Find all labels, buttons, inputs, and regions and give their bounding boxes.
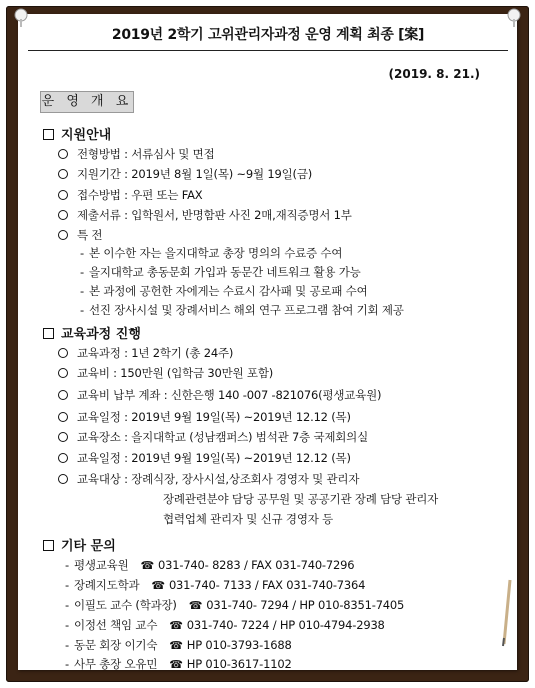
phone-icon: ☎ (151, 579, 165, 592)
circle-bullet-icon (58, 190, 68, 200)
circle-bullet-icon (58, 368, 68, 378)
list-item: 지원기간 : 2019년 8월 1일(목) ~9월 19일(금) (58, 166, 312, 182)
contact-item: - 장례지도학과 ☎ 031-740- 7133 / FAX 031-740-7364 (65, 578, 366, 592)
list-item: 교육장소 : 을지대학교 (성남캠퍼스) 범석관 7층 국제회의실 (58, 429, 368, 445)
circle-bullet-icon (58, 432, 68, 442)
benefit-item: - 을지대학교 총동문회 가입과 동문간 네트워크 활용 가능 (80, 265, 361, 279)
section-title-contact: 기타 문의 (43, 535, 116, 554)
contact-item: - 평생교육원 ☎ 031-740- 8283 / FAX 031-740-7296 (65, 558, 355, 572)
circle-bullet-icon (58, 210, 68, 220)
circle-bullet-icon (58, 390, 68, 400)
list-item: 전형방법 : 서류심사 및 면접 (58, 146, 215, 162)
phone-icon: ☎ (169, 639, 183, 652)
pencil-icon (501, 578, 513, 648)
circle-bullet-icon (58, 230, 68, 240)
list-item-continuation: 협력업체 관리자 및 신규 경영자 등 (163, 512, 334, 526)
list-item: 교육비 : 150만원 (입학금 30만원 포함) (58, 365, 273, 381)
circle-bullet-icon (58, 412, 68, 422)
document-title: 2019년 2학기 고위관리자과정 운영 계획 최종 [案] (111, 27, 425, 43)
circle-bullet-icon (58, 348, 68, 358)
square-bullet-icon (43, 328, 54, 339)
phone-icon: ☎ (140, 559, 155, 572)
circle-bullet-icon (58, 149, 68, 159)
contact-item: - 이필도 교수 (학과장) ☎ 031-740- 7294 / HP 010-8351-7405 (65, 598, 405, 612)
contact-item: - 이정선 책임 교수 ☎ 031-740- 7224 / HP 010-4794-2938 (65, 618, 385, 632)
benefit-item: - 본 과정에 공헌한 자에게는 수료시 감사패 및 공로패 수여 (80, 284, 368, 298)
list-item: 교육대상 : 장례식장, 장사시설,상조회사 경영자 및 관리자 (58, 471, 359, 487)
list-item: 교육과정 : 1년 2학기 (총 24주) (58, 345, 233, 361)
square-bullet-icon (43, 540, 54, 551)
phone-icon: ☎ (188, 599, 203, 612)
list-item: 특 전 (58, 227, 102, 243)
list-item: 접수방법 : 우편 또는 FAX (58, 187, 202, 203)
list-item: 제출서류 : 입학원서, 반명함판 사진 2매,재직증명서 1부 (58, 207, 352, 223)
phone-icon: ☎ (169, 619, 183, 632)
benefit-item: - 선진 장사시설 및 장례서비스 해외 연구 프로그램 참여 기회 제공 (80, 303, 404, 317)
document-date: (2019. 8. 21.) (388, 67, 480, 81)
list-item: 교육비 납부 계좌 : 신한은행 140 -007 -821076(평생교육원) (58, 387, 381, 403)
benefit-item: - 본 이수한 자는 을지대학교 총장 명의의 수료증 수여 (80, 246, 343, 260)
section-title-application: 지원안내 (43, 124, 111, 143)
contact-item: - 동문 회장 이기숙 ☎ HP 010-3793-1688 (65, 638, 292, 652)
list-item-continuation: 장례관련분야 담당 공무원 및 공공기관 장례 담당 관리자 (163, 492, 439, 506)
square-bullet-icon (43, 129, 54, 140)
section-title-curriculum: 교육과정 진행 (43, 323, 141, 342)
circle-bullet-icon (58, 453, 68, 463)
title-rule (28, 50, 508, 51)
phone-icon: ☎ (169, 658, 183, 671)
circle-bullet-icon (58, 474, 68, 484)
contact-item: - 사무 총장 오유민 ☎ HP 010-3617-1102 (65, 657, 292, 671)
circle-bullet-icon (58, 169, 68, 179)
list-item: 교육일정 : 2019년 9월 19일(목) ~2019년 12.12 (목) (58, 450, 351, 466)
overview-box: 운 영 개 요 (40, 91, 134, 113)
list-item: 교육일정 : 2019년 9월 19일(목) ~2019년 12.12 (목) (58, 409, 351, 425)
